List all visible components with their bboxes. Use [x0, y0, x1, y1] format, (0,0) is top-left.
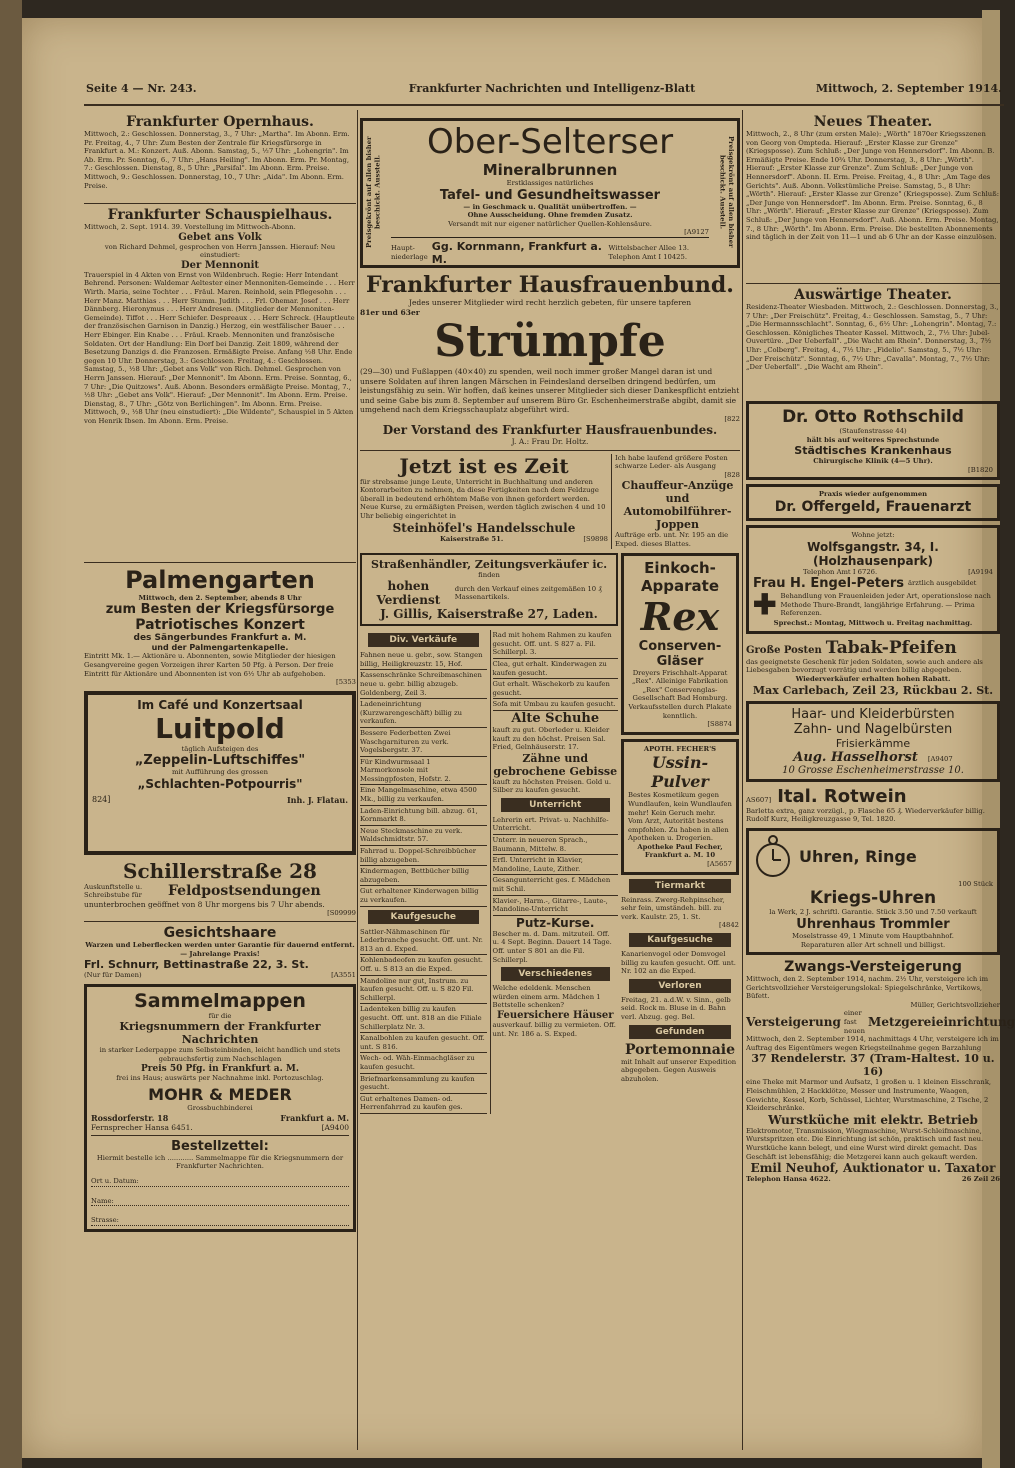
divider	[91, 1135, 349, 1136]
category-verschiedenes: Verschiedenes	[501, 967, 611, 981]
zwangs-text: Mittwoch, den 2. September 1914, nachm. 2½ Uhr, versteigere ich im Gerichtsvollzieher Versteigerungslokal: Spiegelschränke, Vertikows, Büfett.	[746, 975, 989, 1001]
engel-peters-ad	[746, 525, 1000, 634]
tabak-title: Tabak-Pfeifen	[825, 637, 957, 658]
classifieds-right	[490, 630, 619, 1114]
jetzt-title: Jetzt ist es Zeit	[399, 453, 569, 478]
rex-line3: Conserven-	[638, 638, 722, 654]
ober-selterser-code: [A9127	[684, 228, 709, 237]
putz-kurse-text: Bescher m. d. Dam. mitzuteil. Off. u. 4 Sept. Beginn. Dauert 14 Tage. Off. unter S 801 an die Fil. Schillerpl.	[492, 929, 612, 964]
mohr-meder-title: MOHR & MEDER	[148, 1085, 292, 1105]
strassenhaendler-ad	[360, 553, 618, 627]
jetzt-address: Kaiserstraße 51.	[440, 534, 504, 543]
offergeld-name: Dr. Offergeld, Frauenarzt	[774, 498, 972, 515]
uhren-line3: Reparaturen aller Art schnell und billigst.	[800, 940, 946, 949]
jetzt-school: Steinhöfel's Handelsschule	[392, 520, 576, 535]
classified-item: Lehrerin ert. Privat- u. Nachhilfe-Unterricht.	[493, 815, 619, 835]
left-subcolumn	[360, 549, 618, 1114]
ober-selterser-line4: Ohne Ausscheidung. Ohne fremden Zusatz.	[467, 211, 633, 220]
strassenhaendler-title: Straßenhändler, Zeitungsverkäufer ic.	[370, 557, 608, 571]
category-kaufgesuche-2: Kaufgesuche	[629, 933, 731, 947]
rex-logo: Rex	[640, 593, 720, 639]
gesichtshaare-name: Frl. Schnurr, Bettinastraße 22, 3. St.	[84, 958, 309, 972]
rothschild-line2: Städtisches Krankenhaus	[794, 444, 952, 458]
engel-code: [A9194	[968, 567, 993, 576]
tiermarkt-code: [4842	[719, 921, 739, 930]
column-1	[84, 114, 356, 1446]
newspaper-page	[22, 18, 1015, 1458]
classifieds-left	[360, 630, 487, 1114]
play-title-2: Der Mennonit	[180, 259, 260, 271]
ober-selterser-line1: Erstklassiges natürliches	[506, 179, 594, 187]
ober-selterser-ad	[360, 118, 740, 268]
pocket-watch-icon	[753, 834, 793, 880]
rex-code: [S8874	[707, 720, 732, 729]
offergeld-line1: Praxis wieder aufgenommen	[818, 490, 928, 499]
palmengarten-line3: des Sängerbundes Frankfurt a. M.	[133, 633, 307, 644]
luitpold-ad	[84, 691, 356, 855]
rex-text: Dreyers Frischhalt-Apparat „Rex". Alleinige Fabrikation „Rex" Conservenglas-Gesellschaft Bad Homburg. Verkaufsstellen durch Plakate kenntlich.	[628, 668, 732, 720]
opera-schedule: Mittwoch, 2.: Geschlossen. Donnerstag, 3., 7 Uhr: „Martha". Im Abonn. Erm. Pr. Freitag, 4., 7 Uhr: Zum Besten der Zentrale für Kriegsfürsorge in Frankfurt a. M.: Konzert. Auß. Abonn. Samstag, 5., ½7 Uhr: „Lohengrin". Im Ab. Erm. Pr. Sonntag, 6., 7 Uhr: „Hans Heiling". Im Abonn. Erm. Pr. Montag, 7.: Geschlossen. Dienstag, 8., 5 Uhr: „Parsifal". Im Abonn. Erm. Preise. Mittwoch, 9.: Geschlossen. Donnerstag, 10., 7 Uhr: „Aida". Im Abonn. Erm. Preise.	[84, 130, 350, 190]
haeuser-title: Feuersichere Häuser	[496, 1009, 614, 1021]
rex-line1: Einkoch-	[644, 558, 716, 577]
ober-selterser-line3: — in Geschmack u. Qualität unübertroffen. —	[463, 202, 637, 211]
zwangs-name: Müller, Gerichtsvollzieher	[910, 1000, 1000, 1009]
uhren-line2: la Werk, 2 J. schriftl. Garantie. Stück 3.50 und 7.50 verkauft	[769, 908, 977, 917]
divider	[84, 921, 356, 922]
order-form-street: Strasse:	[91, 1216, 349, 1226]
engel-hours: Sprechst.: Montag, Mittwoch u. Freitag nachmittag.	[773, 619, 973, 628]
hausfrauenbund-signature2: J. A.: Frau Dr. Holtz.	[511, 437, 589, 447]
gesichtshaare-title: Gesichtshaare	[163, 925, 277, 942]
verloren-text: Freitag, 21. a.d.W. v. Sinn., gelb seid. Rock m. Bluse in d. Bahn verl. Abzug. geg. Bel.	[621, 995, 731, 1021]
classified-item: Laden-Einrichtung bill. abzug. 61, Kornmarkt 8.	[360, 806, 487, 826]
page-number: Seite 4 — Nr. 243.	[86, 82, 197, 95]
classified-item: Rad mit hohem Rahmen zu kaufen gesucht. Off. unt. S 827 a. Fil. Schillerpl. 3.	[493, 630, 619, 659]
hausfrauenbund-signature: Der Vorstand des Frankfurter Hausfrauenbundes.	[382, 423, 718, 438]
palmengarten-line2: Patriotisches Konzert	[135, 617, 305, 634]
row-jetzt-chauffeur	[360, 454, 740, 549]
gesichtshaare-text: Warzen und Leberflecken werden unter Garantie für dauernd entfernt. — Jahrelange Praxis!	[85, 941, 355, 958]
luitpold-line5: „Schlachten-Potpourris"	[137, 776, 303, 791]
engel-sub: ärztlich ausgebildet	[908, 579, 977, 588]
hasselhorst-line3: Frisierkämme	[835, 736, 911, 750]
classified-item: Gut erhaltenes Damen- od. Herrenfahrrad zu kaufen ges.	[360, 1094, 487, 1114]
classified-item: Kindermagen, Bettbücher billig abzugeben.	[360, 866, 487, 886]
divider	[84, 562, 356, 563]
neues-theater-text: Mittwoch, 2., 8 Uhr (zum ersten Male): „Wörth" 1870er Kriegsszenen von Georg von Ompteda. Hierauf: „Erster Klasse zur Grenze" (Kriegsposse). Zum Schluß: „Der Junge von Hennersdorf". Im Abonn. B. Ermäßigte Preise. Ende 10¾ Uhr. Donnerstag, 3., 8 Uhr: „Wörth". Hierauf: „Erster Klasse zur Grenze". Zum Schluß: „Der Junge von Hennersdorf". Abonn. II. Erm. Preise. Freitag, 4., 8 Uhr: „Am Tage des Gerichts". Auß. Abonn. Volkstümliche Preise. Samstag, 5., 8 Uhr: „Wörth". Hierauf: „Erster Klasse zur Grenze" (Kriegsposse). Zum Schluß: „Der Junge von Hennersdorf". Im Abonn. Erm. Preise. Sonntag, 6., 8 Uhr: „Wörth". Hierauf: „Erster Klasse zur Grenze" (Kriegsposse). Zum Schluß: „Der Junge von Hennersdorf". Auß. Abonn. Erm. Preise. Montag, 7., 8 Uhr: „Wörth". Im Abonn. Erm. Preise. Die bestellten Abonnements sind täglich in der Zeit von 11—1 und ab 6 Uhr an der Kasse einzulösen.	[746, 130, 1000, 242]
ober-selterser-address: Wittelsbacher Allee 13. Telephon Amt I 10425.	[608, 244, 690, 261]
auswaertige-theater-text: Residenz-Theater Wiesbaden. Mittwoch, 2.: Geschlossen. Donnerstag, 3., 7 Uhr: „Der Freischütz". Freitag, 4.: Geschlossen. Samstag, 5., 7 Uhr: „Die Hermannsschlacht". Sonntag, 6., 6½ Uhr: „Lohengrin". Montag, 7.: Geschlossen. Königliches Theater Kassel. Mittwoch, 2., 7½ Uhr: Jubel-Ouvertüre. „Der Ueberfall". „Die Wacht am Rhein". Donnerstag, 3., 7½ Uhr: „Colberg". Freitag, 4., 7½ Uhr: „Fidelio". Samstag, 5., 7½ Uhr: „Der Freischütz". Sonntag, 6., 7½ Uhr: „Cavalla". Montag, 7., 7½ Uhr: „Der Ueberfall". „Die Wacht am Rhein".	[746, 303, 999, 372]
luitpold-line3: „Zeppelin-Luftschiffes"	[134, 753, 306, 769]
classified-item: Ladenteken billig zu kaufen gesucht. Off. unt. 818 an die Filiale Schillerplatz Nr. 3.	[360, 1004, 487, 1033]
page-edge-left	[0, 0, 22, 1468]
ussin-code: [A5657	[707, 860, 732, 869]
chauffeur-ad	[611, 454, 740, 549]
engel-name: Frau H. Engel-Peters	[753, 576, 904, 592]
rothschild-code: [B1820	[968, 465, 993, 474]
alte-schuhe-text: kauft zu gut. Oberleder u. Kleider kauft zu den höchst. Preisen Sal. Fried, Gelnhäuserstr. 17.	[492, 725, 610, 752]
classified-item: Kassenschränke Schreibmaschinen neue u. gebr. billig abzugeb. Goldenberg, Zeil 3.	[360, 670, 487, 699]
ober-selterser-company: Gg. Kornmann, Frankfurt a. M.	[431, 239, 602, 266]
sammelmappen-line1: für die	[208, 1011, 232, 1020]
classified-item: Neue Steckmaschine zu verk. Waldschmidtstr. 57.	[360, 826, 487, 846]
classified-item: Wech- od. Wäh-Einmachgläser zu kaufen gesucht.	[360, 1053, 487, 1073]
rex-line4: Gläser	[656, 653, 704, 669]
classified-item: Gesangunterricht ges. f. Mädchen mit Schil.	[493, 875, 619, 895]
mohr-meder-address1: Rossdorferstr. 18	[91, 1112, 169, 1123]
schillerstrasse-text: ununterbrochen geöffnet von 8 Uhr morgens bis 7 Uhr abends.	[84, 899, 325, 909]
schillerstrasse-line2: Feldpostsendungen	[168, 883, 321, 900]
classified-item: Unterr. in neueren Sprach., Baumann, Mittelw. 8.	[493, 835, 619, 855]
mohr-meder-address2: Frankfurt a. M.	[280, 1112, 349, 1123]
ober-selterser-sub: Mineralbrunnen	[482, 161, 618, 179]
strassenhaendler-name: J. Gillis, Kaiserstraße 27, Laden.	[380, 607, 598, 622]
versteigerung-title: Versteigerung	[746, 1015, 841, 1030]
rothschild-ad	[746, 401, 1000, 480]
palmengarten-line1: zum Besten der Kriegsfürsorge	[105, 602, 335, 618]
sammelmappen-price: Preis 50 Pfg. in Frankfurt a. M.	[140, 1063, 300, 1074]
wurstkueche-text: Elektromotor, Transmission, Wiegmaschine, Wurst-Schleifmaschine, Wurstspritzen etc. Die Einrichtung ist schön, praktisch und fast neu. Wurstküche kann belegt, und eine Wurst wird direkt gemacht. Das Geschäft ist lebensfähig; die Metzgerei kann auch gekauft werden.	[746, 1126, 984, 1161]
hasselhorst-code: [A9407	[927, 754, 953, 763]
mohr-meder-phone: Fernsprecher Hansa 6451.	[91, 1122, 193, 1132]
engel-address: Wolfsgangstr. 34, I. (Holzhausenpark)	[807, 539, 939, 568]
hausfrauenbund-line1: Jedes unserer Mitglieder wird recht herzlich gebeten, für unsere tapferen	[408, 298, 692, 307]
hausfrauenbund-text: (29—30) und Fußlappen (40×40) zu spenden, weil noch immer großer Mangel daran ist und unsere Soldaten auf ihren langen Märschen in Feindesland derselben dringend bedürfen, um leistungsfähig zu sein. Wir hoffen, daß keines unserer Mitglieder sich dieser Dankespflicht entzieht und seine Gabe bis zum 8. September auf unserem Büro Gr. Eschenheimerstraße abgibt, damit sie umgehend nach dem Kriegsschauplatz abgeführt wird.	[360, 367, 740, 414]
chauffeur-text2: Aufträge erb. unt. Nr. 195 an die Exped. dieses Blattes.	[615, 531, 729, 548]
uhren-title: Uhren, Ringe	[799, 847, 917, 867]
neuhof-address: 26 Zeil 26	[961, 1175, 1000, 1184]
alte-schuhe-title: Alte Schuhe	[511, 710, 600, 726]
verkaeufe-list	[360, 650, 487, 906]
mohr-meder-sub: Grossbuchbinderei	[187, 1104, 253, 1113]
verschiedenes-text: Welche edeldenk. Menschen würden einem arm. Mädchen 1 Bettstelle schenken?	[492, 984, 601, 1010]
ober-selterser-line2: Tafel- und Gesundheitswasser	[439, 187, 661, 203]
classified-item: Clea, gut erhalt. Kinderwagen zu kaufen gesucht.	[493, 659, 619, 679]
putz-kurse-title: Putz-Kurse.	[516, 915, 595, 930]
chauffeur-text: Ich habe laufend größere Posten schwarze Leder- als Ausgang	[615, 453, 728, 471]
rex-ad	[621, 553, 739, 735]
mohr-meder-code: [A9400	[321, 1122, 349, 1132]
play-author: von Richard Dehmel, gesprochen von Herrn Janssen. Hierauf: Neu einstudiert:	[104, 242, 336, 260]
wurstkueche-title: Wurstküche mit elektr. Betrieb	[768, 1112, 978, 1127]
classified-item: Fahnen neue u. gebr., sow. Stangen billig, Heiligkreuzstr. 15, Hof.	[360, 650, 487, 670]
neuhof-name: Emil Neuhof, Auktionator u. Taxator	[750, 1161, 996, 1176]
order-form-title: Bestellzettel:	[171, 1138, 269, 1154]
versteigerung-title2: Metzgereieinrichtung	[868, 1015, 1015, 1030]
ussin-title: Ussin-Pulver	[651, 753, 709, 792]
zwangs-title: Zwangs-Versteigerung	[784, 959, 962, 976]
gefunden-title: Portemonnaie	[624, 1041, 736, 1058]
category-unterricht: Unterricht	[501, 798, 611, 812]
right-subcolumn	[621, 549, 739, 1114]
palmengarten-line4: und der Palmengartenkapelle.	[151, 643, 289, 653]
schauspielhaus-schedule: Trauerspiel in 4 Akten von Ernst von Wildenbruch. Regie: Herr Intendant Behrend. Personen: Waldemar Aeltester einer Mennoniten-Gemeinde . . . Herr Wirth. Maria, seine Tochter . . . Fräul. Maren. Reinhold, sein Pflegesohn . . . Herr Manz. Matthias . . . Herr Stumm. Judith . . . Frl. Ohemar. Josef . . . Herr Dännberg. Hieronymus . . . Herr Andresen. (Mitglieder der Mennoniten-Gemeinde). Tiffot . . . Herr Schiefer. Despreaux . . . Herr Schreck. (Hauptleute der französischen Garnison in Danzig.) Herzog, ein westfälischer Bauer . . . Herr Ebinger. Ein Knabe . . . Fräul. Kraeb. Mennoniten und französische Soldaten. Ort der Handlung: Ein Dorf bei Danzig. Zeit 1809, während der Besetzung Danzigs d. die Franzosen. Ermäßigte Preise. Anfang ½8 Uhr. Ende gegen 10 Uhr. Donnerstag, 3.: Geschlossen. Freitag, 4.: Geschlossen. Samstag, 5., ½8 Uhr: „Gebet ans Volk" von Rich. Dehmel. Gesprochen von Herrn Janssen. Hierauf: „Der Mennonit". Im Abonn. Erm. Preise. Sonntag, 6., 7 Uhr: „Die Quitzows". Auß. Abonn. Besonders ermäßigte Preise. Montag, 7., ½8 Uhr: „Gebet ans Volk". Hierauf: „Der Mennonit". Im Abonn. Erm. Preise. Dienstag, 8., 7 Uhr: „Götz von Berlichingen". Im Abonn. Erm. Preise. Mittwoch, 9., ½8 Uhr (neu einstudiert): „Die Wildente", Schauspiel in 5 Akten von Henrik Ibsen. Im Abonn. Erm. Preise.	[84, 270, 355, 425]
hasselhorst-name: Aug. Hasselhorst	[793, 749, 918, 765]
header-rule	[84, 104, 1004, 106]
play-title: Gebet ans Volk	[178, 231, 262, 243]
hasselhorst-line1: Haar- und Kleiderbürsten	[791, 706, 955, 722]
hausfrauenbund-code: [822	[724, 414, 740, 423]
sammelmappen-text2: frei ins Haus; auswärts per Nachnahme inkl. Portozuschlag.	[116, 1073, 324, 1082]
ital-text: Barletta extra, ganz vorzügl., p. Flasche 65 ₰. Wiederverkäufer billig. Rudolf Kurz, Heiligkreuzgasse 9, Tel. 1820.	[746, 806, 985, 824]
tabak-text: das geeignetste Geschenk für jeden Soldaten, sowie auch andere als Liebesgaben bevorzugt vorrätig und werden billig abgegeben.	[746, 657, 983, 675]
schauspielhaus-heading: Frankfurter Schauspielhaus.	[107, 207, 333, 223]
classified-item: Mandoline nur gut, Instrum. zu kaufen gesucht. Off. u. S 820 Fil. Schillerpl.	[360, 976, 487, 1005]
hasselhorst-address: 10 Grosse Eschenheimerstrasse 10.	[782, 764, 964, 776]
kaufgesuche-2-text: Kanarienvogel oder Domvogel billig zu kaufen gesucht. Off. unt. Nr. 102 an die Exped.	[621, 950, 736, 976]
column-3	[746, 114, 1015, 1446]
kaufgesuche-list	[360, 927, 487, 1114]
category-div-verkaeufe: Div. Verkäufe	[368, 633, 479, 647]
order-form-name: Name:	[91, 1197, 349, 1207]
issue-date: Mittwoch, 2. September 1914.	[815, 82, 1002, 95]
hasselhorst-line2: Zahn- und Nagelbürsten	[793, 721, 953, 737]
schauspielhaus-intro: Mittwoch, 2. Sept. 1914. 39. Vorstellung im Mittwoch-Abonn.	[84, 223, 296, 231]
offergeld-ad	[746, 484, 1000, 521]
paper-title: Frankfurter Nachrichten und Intelligenz-Blatt	[408, 82, 696, 95]
tiermarkt-text: Reinrass. Zwerg-Rehpinscher, sehr fein, umständeh. bill. zu verk. Kaulstr. 25, 1. St.	[621, 895, 725, 921]
classified-item: Ladeneinrichtung (Kurzwarengeschäft) billig zu verkaufen.	[360, 699, 487, 728]
uhren-line1: 100 Stück	[958, 879, 993, 888]
gesichtshaare-note: (Nur für Damen)	[84, 971, 142, 980]
ober-selterser-depot: Haupt-niederlage	[391, 244, 428, 261]
hausfrauenbund-line2: 81er und 63er	[360, 307, 420, 317]
rothschild-address: (Staufenstrasse 44)	[839, 427, 907, 435]
sammelmappen-ad	[84, 984, 356, 1232]
zaehne-title: Zähne und gebrochene Gebisse	[493, 751, 618, 778]
ober-selterser-side-right: Preisgekrönt auf allen bisher beschickt. Ausstell.	[718, 136, 735, 248]
rothschild-line1: hält bis auf weiteres Sprechstunde	[806, 435, 940, 444]
red-cross-icon: ✚	[753, 588, 777, 622]
sammelmappen-title: Sammelmappen	[134, 989, 306, 1012]
versteigerung-text2: eine Theke mit Marmor und Aufsatz, 1 großen u. 1 kleinen Eisschrank, Fleischmühlen, 2 Hackklötze, Messer und Instrumente, Waagen, Gewichte, Kessel, Korb, Schüssel, Lichter, Wurstmaschine, 2 Tische, 2 Kleiderschränke.	[746, 1078, 992, 1113]
engel-line1: Wohne jetzt:	[851, 530, 895, 539]
classified-item: Klavier-, Harm.-, Gitarre-, Laute-, Mandoline-Unterricht	[493, 896, 619, 916]
versteigerung-sub: einer fast neuen	[843, 1009, 866, 1035]
jetzt-code: [S9898	[583, 534, 608, 543]
schillerstrasse-line1: Auskunftstelle u. Schreibstube für	[84, 882, 143, 900]
palmengarten-text: Eintritt Mk. 1.— Aktionäre u. Abonnenten, sowie Mitglieder der hiesigen Gesangvereine gegen Vorzeigen ihrer Karten 50 Pfg. à Person. Der freie Eintritt für Aktionäre und Abonnenten ist von 6½ Uhr ab aufgehoben.	[84, 652, 336, 678]
category-gefunden: Gefunden	[629, 1025, 731, 1039]
neuhof-phone: Telephon Hansa 4622.	[746, 1175, 831, 1184]
schillerstrasse-title: Schillerstraße 28	[123, 858, 317, 883]
rothschild-line3: Chirurgische Klinik (4—5 Uhr).	[813, 457, 933, 466]
classified-item: Gut erhalt. Wäschekorb zu kaufen gesucht.	[493, 679, 619, 699]
luitpold-line1: Im Café und Konzertsaal	[137, 697, 303, 712]
ober-selterser-side-left: Preisgekrönt auf allen bisher beschickt. Ausstell.	[365, 136, 382, 248]
haeuser-text: ausverkauf. billig zu vermieten. Off. unt. Nr. 186 a. S. Exped.	[492, 1020, 616, 1038]
tabak-line1: Große Posten	[746, 644, 822, 656]
unterricht-list	[493, 815, 619, 916]
ussin-line1: APOTH. FECHER'S	[643, 744, 717, 753]
uhren-address: Moselstrasse 49, 1 Minute vom Hauptbahnhof.	[792, 931, 954, 940]
luitpold-title: Luitpold	[155, 711, 285, 745]
sammelmappen-text: in starker Lederpappe zum Selbsteinbinden, leicht handlich und stets gebrauchsfertig zum Nachschlagen	[99, 1046, 341, 1063]
zaehne-text: kauft zu höchsten Preisen. Gold u. Silber zu kaufen gesucht.	[492, 777, 611, 795]
gefunden-text: mit Inhalt auf unserer Expedition abgegeben. Gegen Ausweis abzuholen.	[621, 1057, 737, 1083]
sammelmappen-line2: Kriegsnummern der Frankfurter Nachrichten	[119, 1020, 321, 1047]
versteigerung-address: 37 Rendelerstr. 37 (Tram-Haltest. 10 u. 16)	[751, 1052, 995, 1079]
row-strassen-rex	[360, 549, 740, 1114]
divider	[360, 450, 740, 451]
rex-line2: Apparate	[640, 576, 720, 595]
hausfrauenbund-title: Frankfurter Hausfrauenbund.	[366, 272, 734, 298]
ussin-text: Bestes Kosmetikum gegen Wundlaufen, kein Wundlaufen mehr! Kein Geruch mehr. Vom Arzt, Autorität bestens empfohlen. Zu haben in allen Apotheken u. Drogerien.	[628, 791, 732, 843]
neues-theater-title: Neues Theater.	[813, 114, 933, 130]
classified-item: Fahrrad u. Doppel-Schreibbücher billig abzugeben.	[360, 846, 487, 866]
auswaertige-theater-title: Auswärtige Theater.	[794, 287, 952, 303]
classified-item: Kohlenbadeofen zu kaufen gesucht. Off. u. S 813 an die Exped.	[360, 955, 487, 975]
category-kaufgesuche: Kaufgesuche	[368, 910, 479, 924]
category-verloren: Verloren	[629, 979, 731, 993]
classified-item: Für Kindwurmsaal 1 Marmorkonsole mit Messingpfosten, Hofstr. 2.	[360, 757, 487, 786]
luitpold-owner: Inh. J. Flatau.	[286, 794, 348, 805]
column-rule-1	[357, 110, 358, 1450]
ital-title: Ital. Rotwein	[777, 785, 907, 807]
order-form-text: Hiermit bestelle ich ............ Sammelmappe für die Kriegsnummern der Frankfurter Nachrichten.	[96, 1153, 344, 1171]
jetzt-ist-es-zeit-ad	[360, 454, 608, 549]
palmengarten-title: Palmengarten	[125, 565, 315, 594]
ital-code: AS607]	[746, 795, 772, 804]
engel-text: Behandlung von Frauenleiden jeder Art, operationslose nach Methode Thure-Brandt, langjährige Erfahrung. — Prima Referenzen.	[780, 592, 991, 618]
column-rule-2	[742, 110, 743, 1450]
palmengarten-code: [5353	[336, 678, 356, 687]
uhren-ad	[746, 828, 1000, 955]
tabak-line2: Wiederverkäufer erhalten hohen Rabatt.	[795, 674, 951, 683]
category-tiermarkt: Tiermarkt	[629, 879, 731, 893]
uhren-big: Kriegs-Uhren	[809, 888, 937, 909]
classified-item: Gut erhaltener Kinderwagen billig zu verkaufen.	[360, 886, 487, 906]
ober-selterser-title: Ober-Selterser	[426, 122, 674, 162]
classified-item: Sattler-Nähmaschinen für Lederbranche gesucht. Off. unt. Nr. 813 an d. Exped.	[360, 927, 487, 956]
strassenhaendler-line3: durch den Verkauf eines zeitgemäßen 10 ₰ Massenartikels.	[454, 584, 602, 602]
classified-item: Eine Mangelmaschine, etwa 4500 Mk., billig zu verkaufen.	[360, 785, 487, 805]
hausfrauenbund-socks: Strümpfe	[434, 316, 666, 367]
ussin-name: Apotheke Paul Fecher, Frankfurt a. M. 10	[637, 842, 723, 860]
versteigerung-text: Mittwoch, den 2. September 1914, nachmittags 4 Uhr, versteigere ich im Auftrag des Eigentümers wegen Kriegsteilnahme gegen Barzahlung	[746, 1035, 999, 1052]
rothschild-name: Dr. Otto Rothschild	[782, 407, 964, 427]
chauffeur-title: Chauffeur-Anzüge und Automobilführer-Joppen	[621, 479, 734, 532]
classified-item: Erfl. Unterricht in Klavier, Mandoline, Laute, Zither.	[493, 855, 619, 875]
luitpold-line4: mit Aufführung des grossen	[172, 768, 268, 777]
strassenhaendler-line1: finden	[478, 570, 500, 579]
classified-item: Bessere Federbetten Zwei Waschgarnituren zu verk. Vogelsbergstr. 37.	[360, 728, 487, 757]
strassenhaendler-line2: hohen Verdienst	[376, 579, 441, 608]
luitpold-line2: täglich Aufsteigen des	[181, 744, 259, 753]
palmengarten-date: Mittwoch, den 2. September, abends 8 Uhr	[138, 593, 302, 602]
schillerstrasse-code: [S09999	[327, 909, 356, 918]
tabak-name: Max Carlebach, Zeil 23, Rückbau 2. St.	[752, 683, 994, 697]
classified-item: Briefmarkensammlung zu kaufen gesucht.	[360, 1074, 487, 1094]
uhren-name: Uhrenhaus Trommler	[796, 916, 950, 932]
classified-item: Kanalbohlen zu kaufen gesucht. Off. unt. S 816.	[360, 1033, 487, 1053]
luitpold-code: 824]	[92, 794, 111, 804]
chauffeur-code: [828	[724, 470, 740, 479]
column-2	[360, 114, 740, 1446]
hasselhorst-ad	[746, 701, 1000, 782]
divider	[746, 283, 1000, 284]
ober-selterser-line5: Versandt mit nur eigener natürlicher Quellen-Kohlensäure.	[448, 219, 652, 228]
jetzt-text: für strebsame junge Leute, Unterricht in Buchhaltung und anderen Kontorarbeiten zu nehmen, da diese Fertigkeiten nach dem Feldzuge überall in bedeutend erhöhtem Maße von ihnen gefordert werden. Neue Kurse, zu ermäßigten Preisen, werden täglich zwischen 4 und 10 Uhr beliebig eingerichtet in	[360, 477, 606, 520]
mid-list	[493, 630, 619, 711]
divider	[84, 203, 356, 204]
classified-item: Sofa mit Umbau zu kaufen gesucht.	[493, 699, 619, 711]
engel-phone: Telephon Amt I 6726.	[803, 567, 878, 576]
ussin-ad	[621, 739, 739, 875]
opera-heading: Frankfurter Opernhaus.	[126, 114, 314, 130]
order-form-place: Ort u. Datum:	[91, 1177, 349, 1187]
gesichtshaare-code: [A3551	[331, 971, 356, 980]
